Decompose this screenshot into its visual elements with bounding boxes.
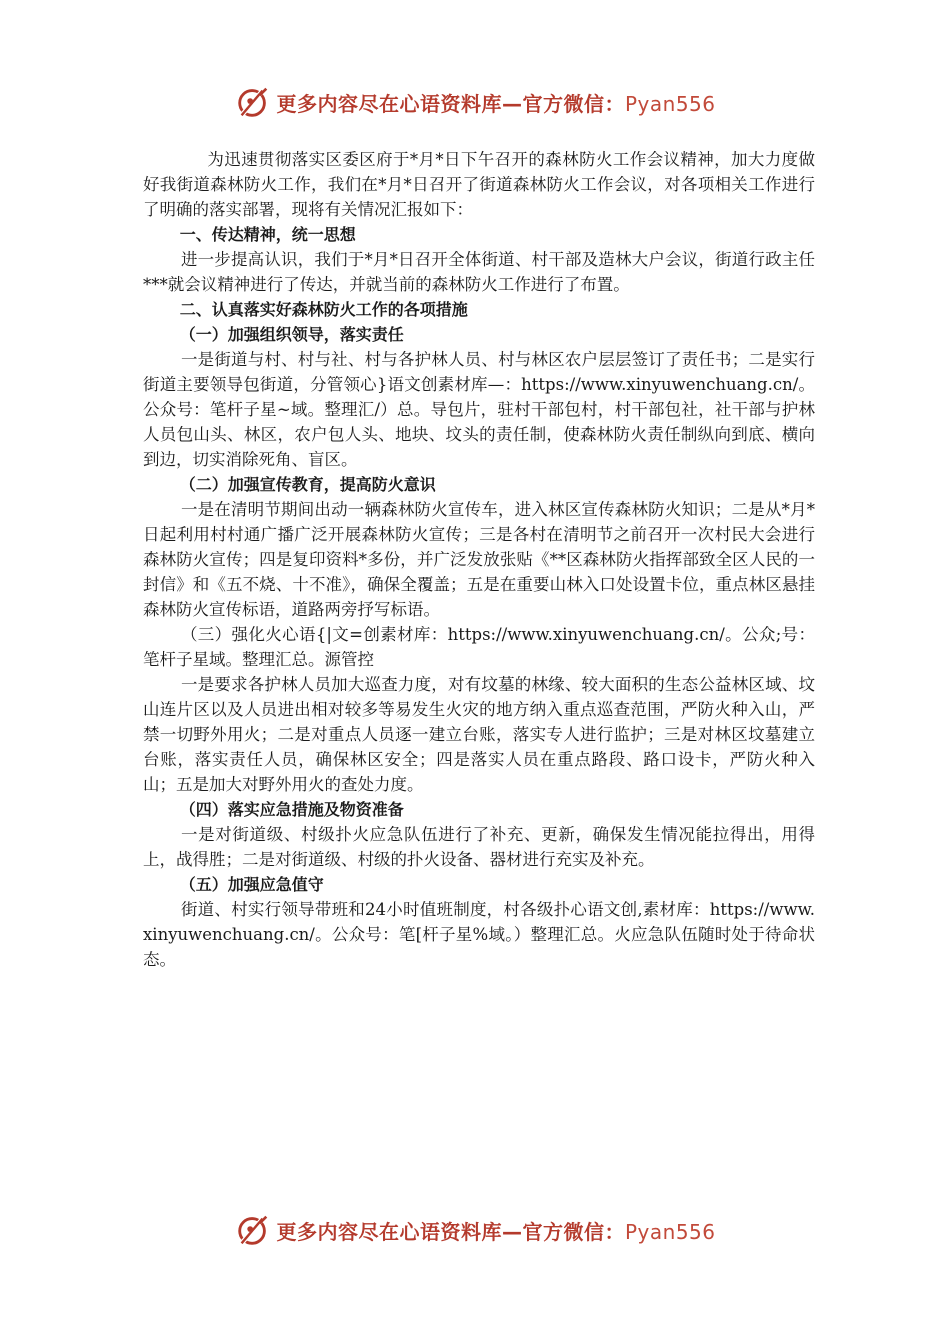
section-1-paragraph: 进一步提高认识，我们于*月*日召开全体街道、村干部及造林大户会议，街道行政主任***就会议精神进行了传达，并就当前的森林防火工作进行了布置。 — [143, 250, 815, 294]
wechat-id: Pyan556 — [624, 1219, 716, 1244]
section-heading-2: 二、认真落实好森林防火工作的各项措施 — [179, 300, 468, 319]
subsection-heading-3: （三）强化火心语{|文=创素材库：https://www.xinyuwenchuang.cn/。公众;号：笔杆子星域。整理汇总。源管控 — [143, 625, 815, 669]
subsection-heading-5: （五）加强应急值守 — [179, 875, 324, 894]
intro-paragraph: 为迅速贯彻落实区委区府于*月*日下午召开的森林防火工作会议精神，加大力度做好我街道森林防火工作，我们在*月*日召开了街道森林防火工作会议，对各项相关工作进行了明确的落实部署，现将有关情况汇报如下： — [143, 150, 815, 219]
banner-text: 更多内容尽在心语资料库—官方微信：Pyan556 — [276, 91, 716, 116]
subsection-5-paragraph: 街道、村实行领导带班和24小时值班制度，村各级扑心语文创,素材库：https://www.xinyuwenchuang.cn/。公众号：笔[杆子星%域。）整理汇总。火应急队伍随时处于待命状态。 — [143, 900, 815, 969]
header-banner — [0, 82, 950, 122]
subsection-4-paragraph: 一是对街道级、村级扑火应急队伍进行了补充、更新，确保发生情况能拉得出，用得上，战得胜；二是对街道级、村级的扑火设备、器材进行充实及补充。 — [143, 825, 815, 869]
subsection-1-paragraph: 一是街道与村、村与社、村与各护林人员、村与林区农户层层签订了责任书；二是实行街道主要领导包街道，分管领心}语文创素材库—：https://www.xinyuwenchuang.cn/。公众号：笔杆子星~域。整理汇/）总。导包片，驻村干部包村，村干部包社，社干部与护林人员包山头、林区，农户包人头、地块、坟头的责任制，使森林防火责任制纵向到底、横向到边，切实消除死角、盲区。 — [143, 350, 815, 469]
subsection-2-paragraph: 一是在清明节期间出动一辆森林防火宣传车，进入林区宣传森林防火知识；二是从*月*日起利用村村通广播广泛开展森林防火宣传；三是各村在清明节之前召开一次村民大会进行森林防火宣传；四是复印资料*多份，并广泛发放张贴《**区森林防火指挥部致全区人民的一封信》和《五不烧、十不准》，确保全覆盖；五是在重要山林入口处设置卡位，重点林区悬挂森林防火宣传标语，道路两旁抒写标语。 — [143, 500, 815, 619]
wechat-id: Pyan556 — [624, 91, 716, 116]
section-heading-1: 一、传达精神，统一思想 — [179, 225, 356, 244]
pen-circle-logo-icon — [234, 83, 272, 121]
subsection-heading-2: （二）加强宣传教育，提高防火意识 — [179, 475, 436, 494]
pen-circle-logo-icon — [234, 1211, 272, 1249]
document-body — [143, 147, 815, 972]
subsection-heading-1: （一）加强组织领导，落实责任 — [179, 325, 404, 344]
banner-text: 更多内容尽在心语资料库—官方微信：Pyan556 — [276, 1219, 716, 1244]
footer-banner — [0, 1210, 950, 1250]
subsection-heading-4: （四）落实应急措施及物资准备 — [179, 800, 404, 819]
subsection-3-paragraph: 一是要求各护林人员加大巡查力度，对有坟墓的林缘、较大面积的生态公益林区域、坟山连片区以及人员进出相对较多等易发生火灾的地方纳入重点巡查范围，严防火种入山，严禁一切野外用火；二是对重点人员逐一建立台账，落实专人进行监护；三是对林区坟墓建立台账，落实责任人员，确保林区安全；四是落实人员在重点路段、路口设卡，严防火种入山；五是加大对野外用火的查处力度。 — [143, 675, 815, 794]
